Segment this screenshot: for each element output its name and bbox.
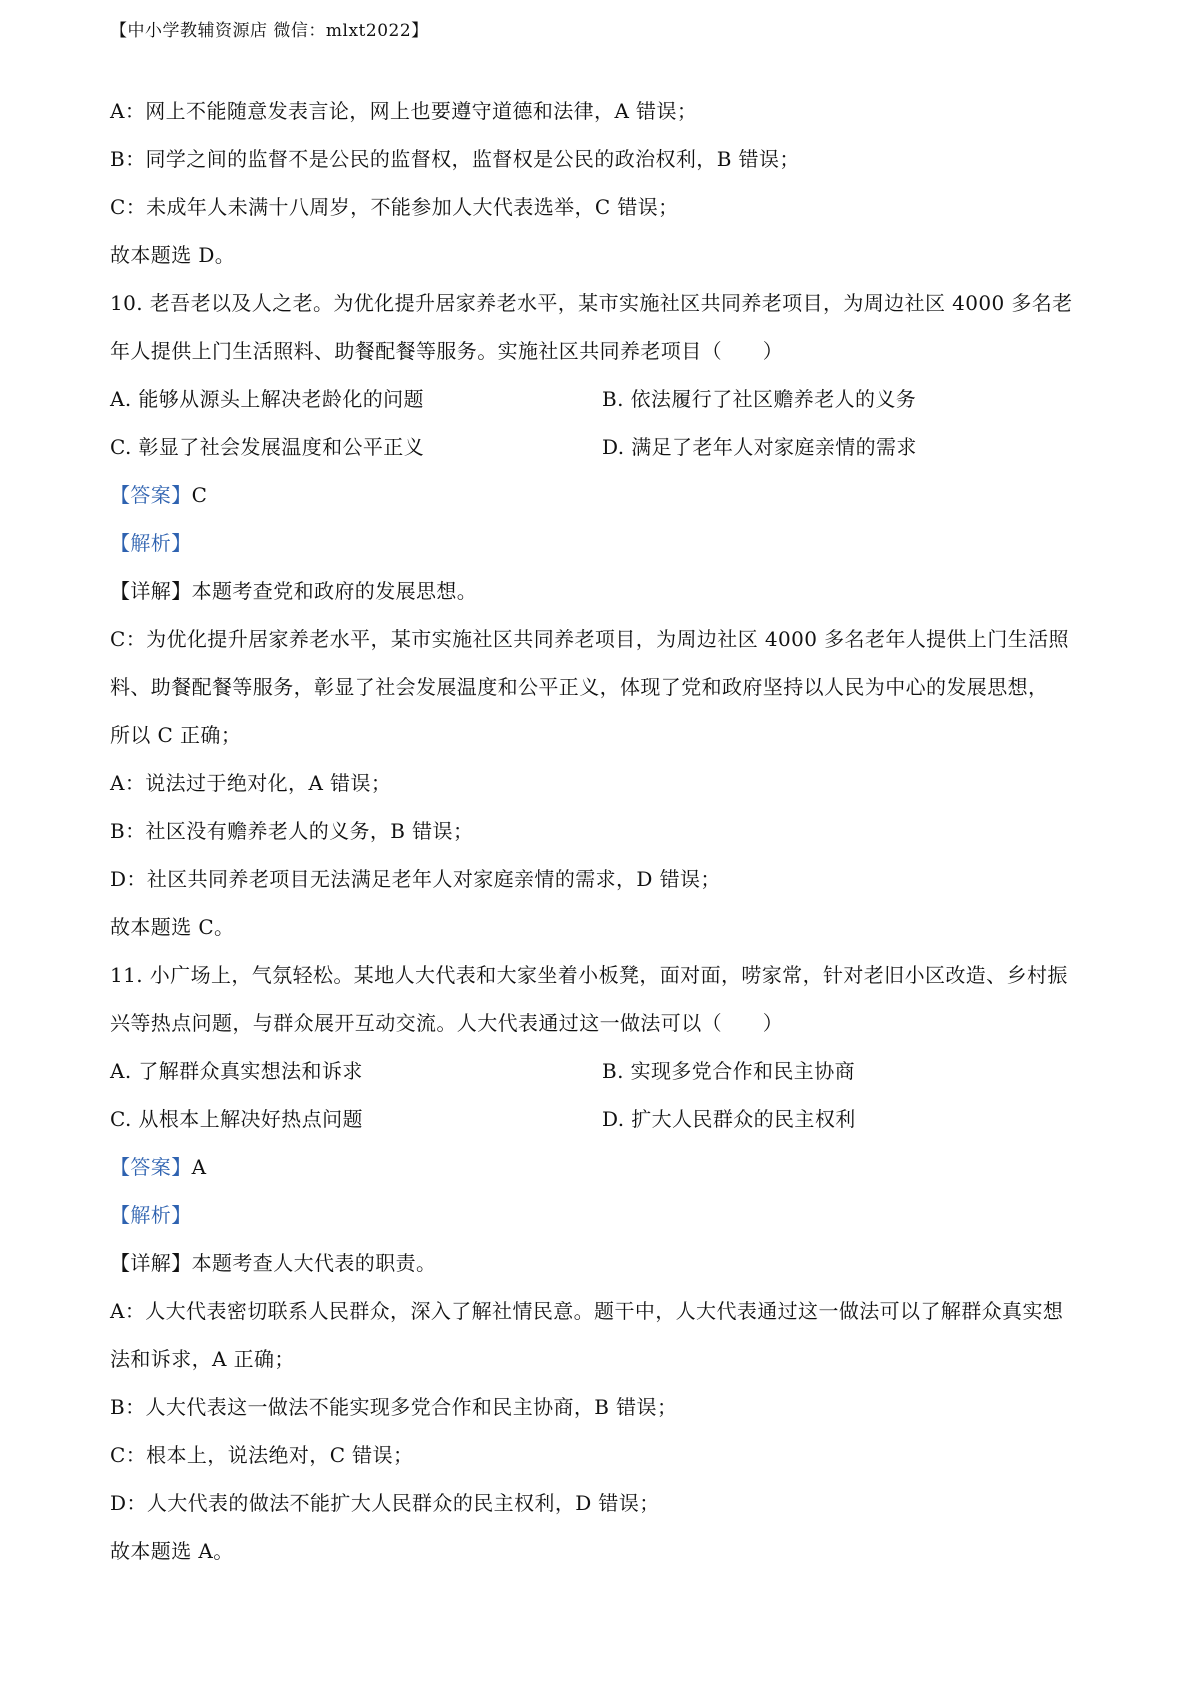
q10-stem-line-1: 10. 老吾老以及人之老。为优化提升居家养老水平，某市实施社区共同养老项目，为周边社区 4000 多名老 [110,291,1073,315]
q10-answer-value: C [191,483,208,507]
q10-option-a: A. 能够从源头上解决老龄化的问题 [110,387,424,411]
q11-stem-line-2: 兴等热点问题，与群众展开互动交流。人大代表通过这一做法可以（ ） [110,1011,784,1035]
q10-detail-a: A：说法过于绝对化，A 错误； [110,771,392,795]
q10-answer [110,481,1100,509]
q10-conclusion: 故本题选 C。 [110,915,235,939]
q10-stem-line-2: 年人提供上门生活照料、助餐配餐等服务。实施社区共同养老项目（ ） [110,339,784,363]
q9-analysis-b: B：同学之间的监督不是公民的监督权，监督权是公民的政治权利，B 错误； [110,147,800,171]
q11-answer-tag: 【答案】 [110,1155,192,1179]
q11-analysis-tag: 【解析】 [110,1203,192,1227]
q10-analysis-heading [110,529,1100,557]
q9-conclusion: 故本题选 D。 [110,243,236,267]
q11-option-a: A. 了解群众真实想法和诉求 [110,1059,363,1083]
q10-detail-c-line-1: C：为优化提升居家养老水平，某市实施社区共同养老项目，为周边社区 4000 多名老年人提供上门生活照 [110,627,1069,651]
q11-conclusion: 故本题选 A。 [110,1539,234,1563]
q11-detail-b: B：人大代表这一做法不能实现多党合作和民主协商，B 错误； [110,1395,678,1419]
q11-answer-value: A [191,1155,207,1179]
q11-detail-d: D：人大代表的做法不能扩大人民群众的民主权利，D 错误； [110,1491,660,1515]
q10-option-c: C. 彰显了社会发展温度和公平正义 [110,435,425,459]
q9-analysis-c: C：未成年人未满十八周岁，不能参加人大代表选举，C 错误； [110,195,679,219]
q11-answer [110,1153,1100,1181]
watermark-header: 【中小学教辅资源店 微信：mlxt2022】 [110,21,429,41]
q10-answer-tag: 【答案】 [110,483,192,507]
q10-detail-intro: 【详解】本题考查党和政府的发展思想。 [110,579,478,603]
q11-detail-intro: 【详解】本题考查人大代表的职责。 [110,1251,437,1275]
q9-analysis-a: A：网上不能随意发表言论，网上也要遵守道德和法律，A 错误； [110,99,698,123]
q10-options-row-1 [110,385,1100,413]
q11-detail-a-line-2: 法和诉求，A 正确； [110,1347,295,1371]
q10-detail-c-line-2: 料、助餐配餐等服务，彰显了社会发展温度和公平正义，体现了党和政府坚持以人民为中心的发展思想， [110,675,1049,699]
q11-options-row-1 [110,1057,1100,1085]
q10-option-b: B. 依法履行了社区赡养老人的义务 [602,387,917,411]
q10-detail-d: D：社区共同养老项目无法满足老年人对家庭亲情的需求，D 错误； [110,867,721,891]
q11-analysis-heading [110,1201,1100,1229]
q11-options-row-2 [110,1105,1100,1133]
q11-stem-line-1: 11. 小广场上，气氛轻松。某地人大代表和大家坐着小板凳，面对面，唠家常，针对老旧小区改造、乡村振 [110,963,1068,987]
q11-option-c: C. 从根本上解决好热点问题 [110,1107,363,1131]
q11-option-d: D. 扩大人民群众的民主权利 [602,1107,856,1131]
q11-detail-a-line-1: A：人大代表密切联系人民群众，深入了解社情民意。题干中，人大代表通过这一做法可以了解群众真实想 [110,1299,1064,1323]
q10-detail-c-line-3: 所以 C 正确； [110,723,242,747]
q10-option-d: D. 满足了老年人对家庭亲情的需求 [602,435,917,459]
q11-option-b: B. 实现多党合作和民主协商 [602,1059,856,1083]
q10-detail-b: B：社区没有赡养老人的义务，B 错误； [110,819,474,843]
document-body [110,97,1100,1585]
q10-analysis-tag: 【解析】 [110,531,192,555]
q11-detail-c: C：根本上，说法绝对，C 错误； [110,1443,414,1467]
q10-options-row-2 [110,433,1100,461]
